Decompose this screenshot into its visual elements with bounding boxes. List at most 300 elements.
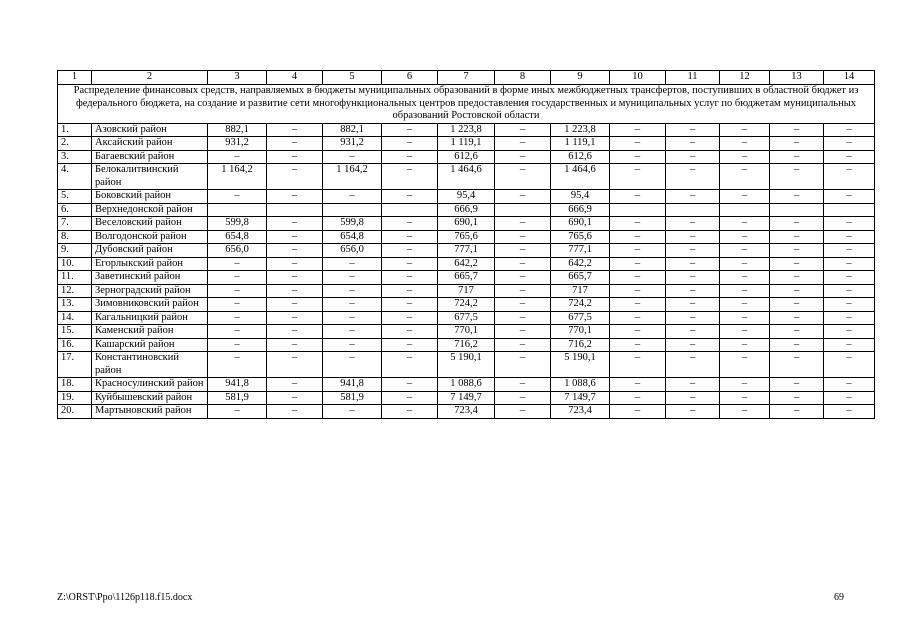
value-cell-col14: – — [824, 325, 875, 339]
district-name: Аксайский район — [92, 137, 208, 151]
value-cell-col14: – — [824, 123, 875, 137]
value-cell-col7: 1 119,1 — [438, 137, 495, 151]
value-cell-col9: 723,4 — [551, 405, 610, 419]
value-cell-col10: – — [610, 311, 666, 325]
value-cell-col6: – — [382, 325, 438, 339]
value-cell-col6: – — [382, 137, 438, 151]
value-cell-col3: 599,8 — [208, 217, 267, 231]
value-cell-col9: 665,7 — [551, 271, 610, 285]
value-cell-col4: – — [267, 150, 323, 164]
value-cell-col6: – — [382, 230, 438, 244]
value-cell-col7: 723,4 — [438, 405, 495, 419]
column-number-3: 3 — [208, 71, 267, 85]
value-cell-col12: – — [720, 325, 770, 339]
value-cell-col7: 95,4 — [438, 190, 495, 204]
row-number: 2. — [58, 137, 92, 151]
value-cell-col12: – — [720, 311, 770, 325]
value-cell-col8: – — [495, 338, 551, 352]
district-name: Константиновский район — [92, 352, 208, 378]
value-cell-col11: – — [666, 244, 720, 258]
table-row — [58, 164, 875, 190]
value-cell-col12: – — [720, 123, 770, 137]
value-cell-col10: – — [610, 284, 666, 298]
row-number: 9. — [58, 244, 92, 258]
value-cell-col12: – — [720, 352, 770, 378]
value-cell-col9: 1 464,6 — [551, 164, 610, 190]
table-row — [58, 230, 875, 244]
value-cell-col7: 677,5 — [438, 311, 495, 325]
value-cell-col5: 654,8 — [323, 230, 382, 244]
value-cell-col9: 95,4 — [551, 190, 610, 204]
district-name: Красносулинский район — [92, 378, 208, 392]
value-cell-col5: – — [323, 298, 382, 312]
value-cell-col8: – — [495, 244, 551, 258]
value-cell-col5: – — [323, 338, 382, 352]
value-cell-col6: – — [382, 378, 438, 392]
value-cell-col7: 716,2 — [438, 338, 495, 352]
value-cell-col9: 1 223,8 — [551, 123, 610, 137]
value-cell-col9: 642,2 — [551, 257, 610, 271]
district-name: Кашарский район — [92, 338, 208, 352]
district-name: Кагальницкий район — [92, 311, 208, 325]
value-cell-col4: – — [267, 217, 323, 231]
value-cell-col11: – — [666, 190, 720, 204]
value-cell-col4: – — [267, 338, 323, 352]
value-cell-col11: – — [666, 338, 720, 352]
value-cell-col8: – — [495, 352, 551, 378]
value-cell-col11: – — [666, 391, 720, 405]
value-cell-col10: – — [610, 352, 666, 378]
value-cell-col6: – — [382, 164, 438, 190]
value-cell-col9: 1 088,6 — [551, 378, 610, 392]
value-cell-col10: – — [610, 257, 666, 271]
value-cell-col10: – — [610, 150, 666, 164]
table-row — [58, 284, 875, 298]
value-cell-col12: – — [720, 378, 770, 392]
value-cell-col14: – — [824, 271, 875, 285]
value-cell-col4: – — [267, 298, 323, 312]
value-cell-col11: – — [666, 311, 720, 325]
value-cell-col14: – — [824, 311, 875, 325]
value-cell-col8: – — [495, 298, 551, 312]
value-cell-col7: 1 088,6 — [438, 378, 495, 392]
value-cell-col12: – — [720, 190, 770, 204]
value-cell-col14: – — [824, 137, 875, 151]
value-cell-col4: – — [267, 190, 323, 204]
table-row — [58, 203, 875, 217]
value-cell-col9: 612,6 — [551, 150, 610, 164]
value-cell-col5: 941,8 — [323, 378, 382, 392]
row-number: 20. — [58, 405, 92, 419]
caption-row — [58, 85, 875, 124]
table-row — [58, 244, 875, 258]
value-cell-col5: – — [323, 325, 382, 339]
value-cell-col4: – — [267, 325, 323, 339]
value-cell-col14: – — [824, 150, 875, 164]
row-number: 13. — [58, 298, 92, 312]
value-cell-col8: – — [495, 284, 551, 298]
value-cell-col6: – — [382, 190, 438, 204]
value-cell-col3 — [208, 203, 267, 217]
value-cell-col12: – — [720, 271, 770, 285]
district-name: Азовский район — [92, 123, 208, 137]
value-cell-col11 — [666, 203, 720, 217]
data-table — [57, 70, 875, 419]
value-cell-col14: – — [824, 284, 875, 298]
value-cell-col4: – — [267, 137, 323, 151]
value-cell-col10: – — [610, 338, 666, 352]
value-cell-col9: 1 119,1 — [551, 137, 610, 151]
table-row — [58, 405, 875, 419]
row-number: 14. — [58, 311, 92, 325]
value-cell-col8: – — [495, 311, 551, 325]
value-cell-col14: – — [824, 298, 875, 312]
table-row — [58, 271, 875, 285]
value-cell-col9: 765,6 — [551, 230, 610, 244]
table-row — [58, 150, 875, 164]
value-cell-col14: – — [824, 378, 875, 392]
value-cell-col11: – — [666, 164, 720, 190]
value-cell-col8: – — [495, 391, 551, 405]
value-cell-col9: 724,2 — [551, 298, 610, 312]
value-cell-col4: – — [267, 123, 323, 137]
value-cell-col5 — [323, 203, 382, 217]
value-cell-col7: 717 — [438, 284, 495, 298]
district-name: Боковский район — [92, 190, 208, 204]
value-cell-col6: – — [382, 352, 438, 378]
file-path: Z:\ORST\Ppo\1126p118.f15.docx — [57, 592, 193, 603]
row-number: 6. — [58, 203, 92, 217]
value-cell-col13: – — [770, 123, 824, 137]
value-cell-col9: 717 — [551, 284, 610, 298]
value-cell-col9: 777,1 — [551, 244, 610, 258]
value-cell-col10: – — [610, 378, 666, 392]
value-cell-col13: – — [770, 137, 824, 151]
value-cell-col8: – — [495, 271, 551, 285]
value-cell-col4 — [267, 203, 323, 217]
value-cell-col13: – — [770, 164, 824, 190]
value-cell-col4: – — [267, 164, 323, 190]
value-cell-col5: – — [323, 271, 382, 285]
column-number-1: 1 — [58, 71, 92, 85]
value-cell-col9: 677,5 — [551, 311, 610, 325]
value-cell-col13: – — [770, 325, 824, 339]
value-cell-col5: 599,8 — [323, 217, 382, 231]
value-cell-col3: 1 164,2 — [208, 164, 267, 190]
value-cell-col12: – — [720, 137, 770, 151]
column-number-5: 5 — [323, 71, 382, 85]
value-cell-col8: – — [495, 123, 551, 137]
value-cell-col7: 690,1 — [438, 217, 495, 231]
value-cell-col8: – — [495, 217, 551, 231]
value-cell-col11: – — [666, 298, 720, 312]
table-row — [58, 325, 875, 339]
value-cell-col7: 765,6 — [438, 230, 495, 244]
value-cell-col4: – — [267, 230, 323, 244]
district-name: Заветинский район — [92, 271, 208, 285]
value-cell-col13: – — [770, 217, 824, 231]
value-cell-col12: – — [720, 164, 770, 190]
value-cell-col5: – — [323, 352, 382, 378]
row-number: 11. — [58, 271, 92, 285]
value-cell-col12: – — [720, 284, 770, 298]
district-name: Каменский район — [92, 325, 208, 339]
value-cell-col5: – — [323, 311, 382, 325]
value-cell-col9: 7 149,7 — [551, 391, 610, 405]
row-number: 1. — [58, 123, 92, 137]
value-cell-col11: – — [666, 137, 720, 151]
value-cell-col4: – — [267, 405, 323, 419]
value-cell-col11: – — [666, 325, 720, 339]
value-cell-col13: – — [770, 391, 824, 405]
row-number: 17. — [58, 352, 92, 378]
value-cell-col7: 724,2 — [438, 298, 495, 312]
value-cell-col7: 5 190,1 — [438, 352, 495, 378]
value-cell-col7: 612,6 — [438, 150, 495, 164]
row-number: 18. — [58, 378, 92, 392]
value-cell-col11: – — [666, 123, 720, 137]
table-row — [58, 298, 875, 312]
district-name: Верхнедонской район — [92, 203, 208, 217]
value-cell-col9: 690,1 — [551, 217, 610, 231]
value-cell-col12: – — [720, 298, 770, 312]
value-cell-col5: – — [323, 284, 382, 298]
value-cell-col3: 882,1 — [208, 123, 267, 137]
value-cell-col4: – — [267, 257, 323, 271]
district-name: Мартыновский район — [92, 405, 208, 419]
value-cell-col11: – — [666, 284, 720, 298]
value-cell-col9: 716,2 — [551, 338, 610, 352]
value-cell-col14: – — [824, 352, 875, 378]
value-cell-col11: – — [666, 352, 720, 378]
value-cell-col14 — [824, 203, 875, 217]
row-number: 5. — [58, 190, 92, 204]
value-cell-col6: – — [382, 257, 438, 271]
value-cell-col10: – — [610, 217, 666, 231]
value-cell-col6: – — [382, 271, 438, 285]
value-cell-col11: – — [666, 257, 720, 271]
value-cell-col13: – — [770, 284, 824, 298]
value-cell-col3: – — [208, 190, 267, 204]
value-cell-col4: – — [267, 271, 323, 285]
value-cell-col6: – — [382, 391, 438, 405]
column-number-11: 11 — [666, 71, 720, 85]
table-row — [58, 217, 875, 231]
value-cell-col5: 1 164,2 — [323, 164, 382, 190]
value-cell-col4: – — [267, 284, 323, 298]
value-cell-col3: 656,0 — [208, 244, 267, 258]
value-cell-col7: 642,2 — [438, 257, 495, 271]
value-cell-col9: 666,9 — [551, 203, 610, 217]
row-number: 12. — [58, 284, 92, 298]
value-cell-col14: – — [824, 405, 875, 419]
value-cell-col4: – — [267, 378, 323, 392]
value-cell-col8 — [495, 203, 551, 217]
value-cell-col13: – — [770, 298, 824, 312]
column-number-8: 8 — [495, 71, 551, 85]
value-cell-col13: – — [770, 230, 824, 244]
value-cell-col14: – — [824, 257, 875, 271]
value-cell-col6: – — [382, 123, 438, 137]
district-name: Куйбышевский район — [92, 391, 208, 405]
value-cell-col12: – — [720, 230, 770, 244]
value-cell-col8: – — [495, 190, 551, 204]
value-cell-col11: – — [666, 378, 720, 392]
value-cell-col6: – — [382, 311, 438, 325]
district-name: Егорлыкский район — [92, 257, 208, 271]
value-cell-col11: – — [666, 230, 720, 244]
value-cell-col4: – — [267, 352, 323, 378]
value-cell-col8: – — [495, 257, 551, 271]
value-cell-col13: – — [770, 150, 824, 164]
value-cell-col6: – — [382, 405, 438, 419]
value-cell-col8: – — [495, 150, 551, 164]
value-cell-col10: – — [610, 123, 666, 137]
table-row — [58, 352, 875, 378]
value-cell-col12: – — [720, 405, 770, 419]
value-cell-col13: – — [770, 190, 824, 204]
value-cell-col10: – — [610, 137, 666, 151]
value-cell-col4: – — [267, 244, 323, 258]
district-name: Веселовский район — [92, 217, 208, 231]
value-cell-col5: – — [323, 257, 382, 271]
value-cell-col10: – — [610, 298, 666, 312]
value-cell-col14: – — [824, 164, 875, 190]
value-cell-col10: – — [610, 271, 666, 285]
value-cell-col7: 666,9 — [438, 203, 495, 217]
value-cell-col10: – — [610, 391, 666, 405]
value-cell-col8: – — [495, 230, 551, 244]
district-name: Багаевский район — [92, 150, 208, 164]
value-cell-col10: – — [610, 325, 666, 339]
value-cell-col8: – — [495, 164, 551, 190]
district-name: Зерноградский район — [92, 284, 208, 298]
value-cell-col13: – — [770, 352, 824, 378]
value-cell-col3: – — [208, 338, 267, 352]
district-name: Дубовский район — [92, 244, 208, 258]
table-caption: Распределение финансовых средств, направляемых в бюджеты муниципальных образований в форме иных межбюджетных трансфертов, поступивших в областной бюджет из федерального бюджета, на создание и развитие сети многофункциональных центров предоставления государственных и муниципальных услуг по бюджетам муниципальных образований Ростовской области — [58, 85, 875, 124]
value-cell-col7: 1 223,8 — [438, 123, 495, 137]
value-cell-col10: – — [610, 405, 666, 419]
value-cell-col8: – — [495, 405, 551, 419]
value-cell-col6: – — [382, 338, 438, 352]
row-number: 19. — [58, 391, 92, 405]
row-number: 16. — [58, 338, 92, 352]
value-cell-col4: – — [267, 311, 323, 325]
value-cell-col4: – — [267, 391, 323, 405]
value-cell-col12: – — [720, 338, 770, 352]
value-cell-col9: 770,1 — [551, 325, 610, 339]
district-name: Белокалитвинский район — [92, 164, 208, 190]
value-cell-col3: – — [208, 271, 267, 285]
value-cell-col8: – — [495, 325, 551, 339]
page-number: 69 — [834, 592, 844, 603]
value-cell-col3: 654,8 — [208, 230, 267, 244]
district-name: Волгодонской район — [92, 230, 208, 244]
value-cell-col10 — [610, 203, 666, 217]
row-number: 4. — [58, 164, 92, 190]
value-cell-col5: – — [323, 190, 382, 204]
value-cell-col3: 941,8 — [208, 378, 267, 392]
value-cell-col12: – — [720, 391, 770, 405]
value-cell-col10: – — [610, 230, 666, 244]
value-cell-col7: 665,7 — [438, 271, 495, 285]
row-number: 3. — [58, 150, 92, 164]
value-cell-col14: – — [824, 190, 875, 204]
value-cell-col6: – — [382, 217, 438, 231]
value-cell-col6: – — [382, 298, 438, 312]
value-cell-col13: – — [770, 257, 824, 271]
column-number-row — [58, 71, 875, 85]
value-cell-col7: 777,1 — [438, 244, 495, 258]
value-cell-col6: – — [382, 150, 438, 164]
value-cell-col6 — [382, 203, 438, 217]
value-cell-col5: 581,9 — [323, 391, 382, 405]
column-number-2: 2 — [92, 71, 208, 85]
column-number-4: 4 — [267, 71, 323, 85]
district-name: Зимовниковский район — [92, 298, 208, 312]
value-cell-col14: – — [824, 217, 875, 231]
value-cell-col13: – — [770, 405, 824, 419]
value-cell-col8: – — [495, 137, 551, 151]
value-cell-col11: – — [666, 150, 720, 164]
value-cell-col6: – — [382, 244, 438, 258]
value-cell-col5: 882,1 — [323, 123, 382, 137]
value-cell-col6: – — [382, 284, 438, 298]
value-cell-col10: – — [610, 190, 666, 204]
value-cell-col12 — [720, 203, 770, 217]
value-cell-col3: – — [208, 284, 267, 298]
value-cell-col3: – — [208, 352, 267, 378]
table-row — [58, 391, 875, 405]
value-cell-col5: 931,2 — [323, 137, 382, 151]
value-cell-col14: – — [824, 244, 875, 258]
column-number-6: 6 — [382, 71, 438, 85]
value-cell-col13: – — [770, 271, 824, 285]
table-row — [58, 311, 875, 325]
column-number-12: 12 — [720, 71, 770, 85]
row-number: 15. — [58, 325, 92, 339]
value-cell-col12: – — [720, 244, 770, 258]
row-number: 7. — [58, 217, 92, 231]
value-cell-col10: – — [610, 164, 666, 190]
value-cell-col3: – — [208, 311, 267, 325]
value-cell-col9: 5 190,1 — [551, 352, 610, 378]
column-number-13: 13 — [770, 71, 824, 85]
value-cell-col3: – — [208, 325, 267, 339]
value-cell-col3: – — [208, 298, 267, 312]
table-row — [58, 338, 875, 352]
value-cell-col5: – — [323, 405, 382, 419]
column-number-7: 7 — [438, 71, 495, 85]
value-cell-col12: – — [720, 150, 770, 164]
value-cell-col11: – — [666, 271, 720, 285]
value-cell-col3: – — [208, 405, 267, 419]
value-cell-col14: – — [824, 230, 875, 244]
value-cell-col13: – — [770, 338, 824, 352]
value-cell-col13: – — [770, 378, 824, 392]
value-cell-col7: 7 149,7 — [438, 391, 495, 405]
value-cell-col12: – — [720, 257, 770, 271]
table-row — [58, 137, 875, 151]
value-cell-col13: – — [770, 244, 824, 258]
row-number: 8. — [58, 230, 92, 244]
value-cell-col13 — [770, 203, 824, 217]
value-cell-col11: – — [666, 217, 720, 231]
value-cell-col3: – — [208, 257, 267, 271]
value-cell-col10: – — [610, 244, 666, 258]
value-cell-col3: 931,2 — [208, 137, 267, 151]
